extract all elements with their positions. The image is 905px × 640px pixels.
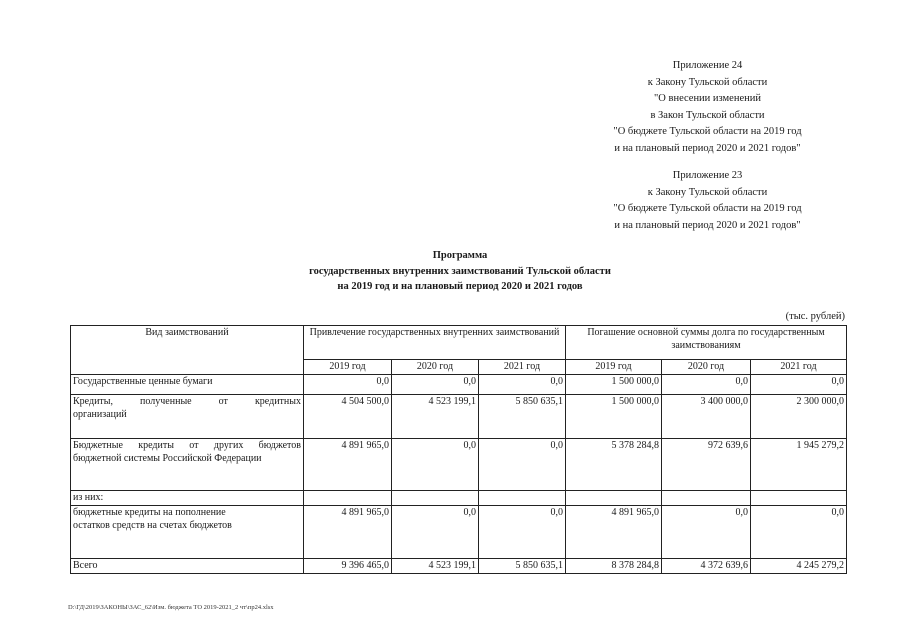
cell-value xyxy=(304,491,392,506)
appendix-23-header xyxy=(590,168,825,234)
cell-value: 4 504 500,0 xyxy=(304,395,392,439)
appendix-line: Приложение 24 xyxy=(672,60,743,71)
appendix-line: и на плановый период 2020 и 2021 годов" xyxy=(614,219,801,231)
appendix-line: в Закон Тульской области xyxy=(650,109,765,121)
cell-value xyxy=(751,491,847,506)
row-label-line: бюджетной системы Российской Федерации xyxy=(73,453,262,464)
cell-value: 0,0 xyxy=(751,375,847,395)
table-row xyxy=(71,491,847,506)
table-header-row xyxy=(71,326,847,360)
cell-value: 4 245 279,2 xyxy=(751,559,847,574)
cell-value: 0,0 xyxy=(479,506,566,559)
cell-value: 0,0 xyxy=(751,506,847,559)
cell-value: 5 850 635,1 xyxy=(479,559,566,574)
cell-value: 5 378 284,8 xyxy=(566,439,662,491)
cell-value: 9 396 465,0 xyxy=(304,559,392,574)
title-line: государственных внутренних заимствований Тульской области xyxy=(309,265,611,277)
header-year: 2020 год xyxy=(392,360,479,375)
appendix-line: к Закону Тульской области xyxy=(647,76,768,88)
cell-value: 4 523 199,1 xyxy=(392,395,479,439)
appendix-24-header xyxy=(590,58,825,157)
cell-value: 5 850 635,1 xyxy=(479,395,566,439)
appendix-line: Приложение 23 xyxy=(672,170,743,181)
cell-value: 8 378 284,8 xyxy=(566,559,662,574)
row-label-line: Кредиты, полученные от кредитных xyxy=(73,396,301,407)
row-label xyxy=(71,395,304,439)
file-path-footer: D:\ГД\2019\ЗАКОНЫ\ЗАС_62\Изм. бюджета ТО 2019-2021_2 чт\пр24.xlsx xyxy=(68,604,274,611)
cell-value xyxy=(392,491,479,506)
cell-value: 4 891 965,0 xyxy=(566,506,662,559)
cell-value: 4 891 965,0 xyxy=(304,506,392,559)
header-kind: Вид заимствований xyxy=(71,326,304,375)
row-label: Государственные ценные бумаги xyxy=(71,375,304,395)
appendix-line: "О внесении изменений xyxy=(654,93,761,104)
title-line: на 2019 год и на плановый период 2020 и 2021 годов xyxy=(337,281,583,292)
appendix-line: "О бюджете Тульской области на 2019 год xyxy=(613,203,802,214)
cell-value: 0,0 xyxy=(662,375,751,395)
header-attract: Привлечение государственных внутренних заимствований xyxy=(304,326,566,360)
row-label-line: бюджетные кредиты на пополнение xyxy=(73,507,226,518)
table-row-total xyxy=(71,559,847,574)
cell-value: 1 500 000,0 xyxy=(566,395,662,439)
cell-value: 0,0 xyxy=(392,439,479,491)
cell-value: 0,0 xyxy=(662,506,751,559)
cell-value: 4 891 965,0 xyxy=(304,439,392,491)
table-row xyxy=(71,375,847,395)
row-label: из них: xyxy=(71,491,304,506)
appendix-line: к Закону Тульской области xyxy=(647,186,768,198)
row-label xyxy=(71,506,304,559)
cell-value: 2 300 000,0 xyxy=(751,395,847,439)
cell-value xyxy=(479,491,566,506)
row-label xyxy=(71,439,304,491)
cell-value: 1 945 279,2 xyxy=(751,439,847,491)
row-label-line: остатков средств на счетах бюджетов xyxy=(73,520,232,531)
cell-value: 4 372 639,6 xyxy=(662,559,751,574)
cell-value: 972 639,6 xyxy=(662,439,751,491)
cell-value xyxy=(662,491,751,506)
document-title xyxy=(230,248,690,295)
cell-value: 4 523 199,1 xyxy=(392,559,479,574)
header-year: 2021 год xyxy=(479,360,566,375)
header-year: 2021 год xyxy=(751,360,847,375)
table-row xyxy=(71,395,847,439)
cell-value: 0,0 xyxy=(392,506,479,559)
cell-value: 0,0 xyxy=(479,439,566,491)
table-row xyxy=(71,439,847,491)
cell-value: 0,0 xyxy=(304,375,392,395)
cell-value: 1 500 000,0 xyxy=(566,375,662,395)
cell-value: 3 400 000,0 xyxy=(662,395,751,439)
header-repay: Погашение основной суммы долга по государственным заимствованиям xyxy=(566,326,847,360)
row-label: Всего xyxy=(71,559,304,574)
row-label-line: Бюджетные кредиты от других бюджетов xyxy=(73,440,301,451)
borrowing-program-table xyxy=(70,325,847,574)
cell-value: 0,0 xyxy=(392,375,479,395)
appendix-line: "О бюджете Тульской области на 2019 год xyxy=(613,126,802,137)
title-line: Программа xyxy=(432,250,488,261)
appendix-line: и на плановый период 2020 и 2021 годов" xyxy=(614,142,801,154)
units-label: (тыс. рублей) xyxy=(785,311,845,322)
header-year: 2020 год xyxy=(662,360,751,375)
table-row xyxy=(71,506,847,559)
cell-value xyxy=(566,491,662,506)
cell-value: 0,0 xyxy=(479,375,566,395)
header-year: 2019 год xyxy=(304,360,392,375)
row-label-line: организаций xyxy=(73,409,127,420)
header-year: 2019 год xyxy=(566,360,662,375)
